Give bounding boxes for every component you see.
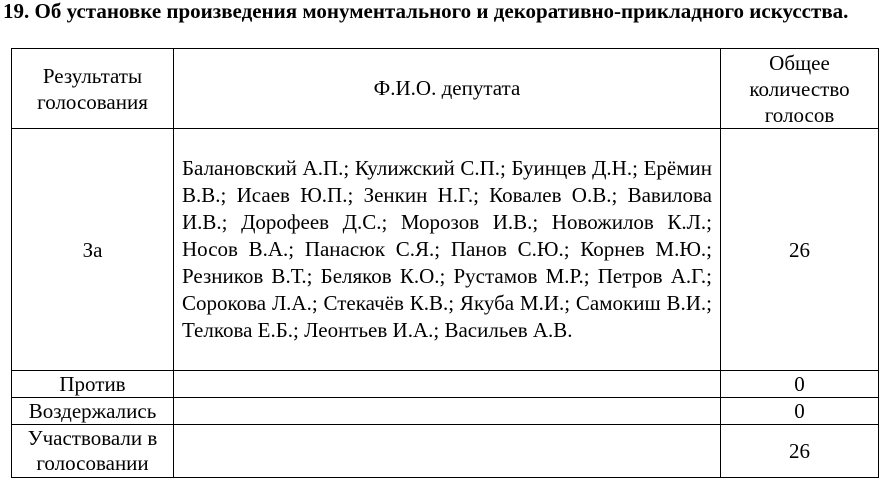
voting-results-table (11, 48, 879, 478)
table-row-participated (12, 425, 879, 478)
deputy-names-cell (174, 371, 721, 398)
deputy-names-cell (174, 398, 721, 425)
table-row-for (12, 129, 879, 371)
header-name: Ф.И.О. депутата (174, 49, 721, 129)
table-row-against (12, 371, 879, 398)
deputy-names-cell (174, 425, 721, 478)
total-cell: 0 (721, 398, 879, 425)
table-row-abstained (12, 398, 879, 425)
total-cell: 0 (721, 371, 879, 398)
document-heading (3, 0, 873, 23)
header-result: Результаты голосования (12, 49, 174, 129)
deputy-names-cell: Балановский А.П.; Кулижский С.П.; Буинцев Д.Н.; Ерёмин В.В.; Исаев Ю.П.; Зенкин Н.Г.; Ковалев О.В.; Вавилова И.В.; Дорофеев Д.С.; Морозов И.В.; Новожилов К.Л.; Носов В.А.; Панасюк С.Я.; Панов С.Ю.; Корнев М.Ю.; Резников В.Т.; Беляков К.О.; Рустамов М.Р.; Петров А.Г.; Сорокова Л.А.; Стекачёв К.В.; Якуба М.И.; Самокиш В.И.; Телкова Е.Б.; Леонтьев И.А.; Васильев А.В. (174, 129, 721, 371)
header-total: Общее количество голосов (721, 49, 879, 129)
table-header-row (12, 49, 879, 129)
total-cell: 26 (721, 129, 879, 371)
result-cell: Участвовали в голосовании (12, 425, 174, 478)
result-cell: Против (12, 371, 174, 398)
result-cell: За (12, 129, 174, 371)
total-cell: 26 (721, 425, 879, 478)
heading-text: 19. Об установке произведения монументального и декоративно-прикладного искусства. (3, 0, 849, 23)
result-cell: Воздержались (12, 398, 174, 425)
